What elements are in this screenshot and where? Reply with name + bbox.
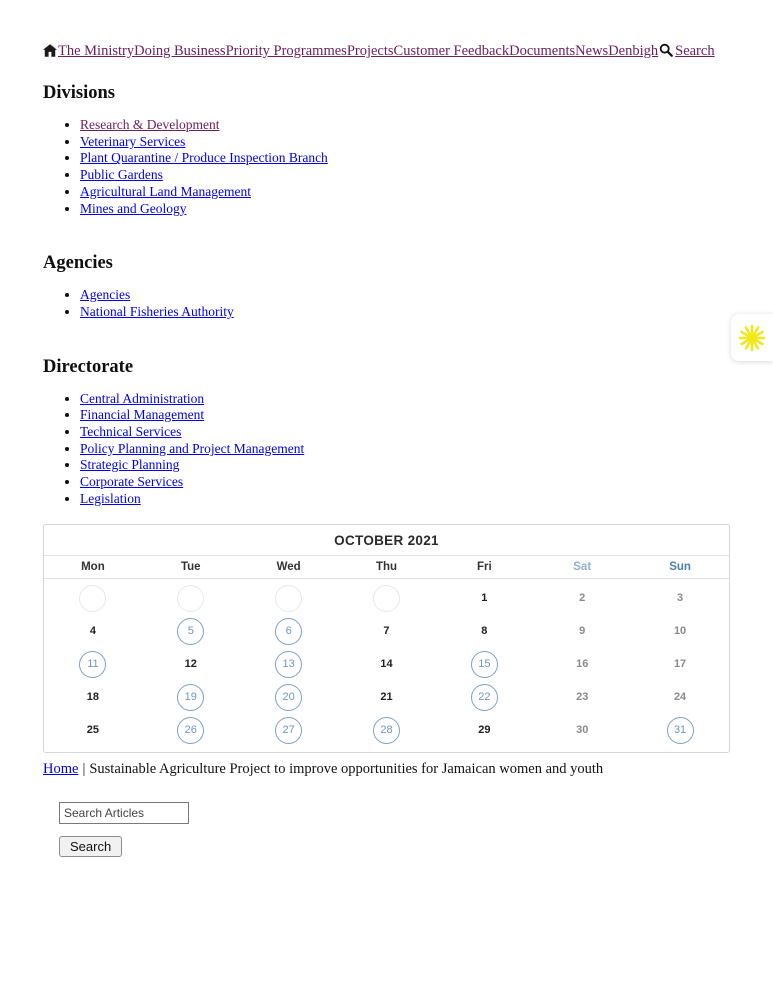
section-link[interactable]: Legislation	[80, 490, 141, 506]
calendar-cell	[435, 648, 533, 681]
calendar-cell	[631, 714, 729, 747]
calendar-day: 1	[481, 592, 488, 605]
section-link[interactable]: Plant Quarantine / Produce Inspection Branch	[80, 150, 328, 166]
calendar-cell	[533, 648, 631, 681]
top-nav-links	[58, 43, 658, 59]
breadcrumb-home-link[interactable]: Home	[43, 760, 79, 777]
article-search-input[interactable]	[59, 802, 189, 824]
accessibility-widget[interactable]	[731, 314, 773, 361]
calendar-event-day[interactable]: 28	[373, 717, 400, 744]
search-icon	[659, 43, 673, 57]
list-item	[80, 491, 730, 508]
calendar-day: 23	[576, 691, 589, 704]
calendar-cell	[142, 582, 240, 615]
calendar-day-header: Sun	[669, 560, 691, 573]
nav-search-link[interactable]	[658, 43, 714, 59]
calendar-week-row	[44, 648, 729, 681]
section-link[interactable]: Mines and Geology	[80, 200, 187, 216]
breadcrumb	[43, 761, 730, 778]
nav-link[interactable]: Documents	[509, 43, 576, 59]
calendar-event-day[interactable]: 19	[177, 684, 204, 711]
list-item	[80, 304, 730, 321]
calendar-cell	[142, 681, 240, 714]
top-nav	[43, 42, 730, 63]
calendar-day: 29	[478, 724, 491, 737]
list-item	[80, 150, 730, 167]
calendar-event-day[interactable]: 20	[275, 684, 302, 711]
section-link[interactable]: Central Administration	[80, 390, 205, 406]
calendar-event-day[interactable]: 11	[79, 651, 106, 678]
list-item	[80, 287, 730, 304]
calendar-day: 17	[673, 658, 687, 671]
calendar-day: 30	[576, 724, 589, 737]
calendar-day: 3	[677, 592, 684, 605]
calendar-cell	[44, 582, 142, 615]
section-link-list	[43, 391, 730, 508]
calendar-day: 10	[673, 625, 687, 638]
article-search	[59, 802, 730, 857]
calendar-empty-day	[177, 585, 204, 612]
section-directorate	[43, 357, 730, 508]
section-link[interactable]: Agricultural Land Management	[80, 183, 251, 199]
section-link-list	[43, 117, 730, 217]
calendar-title: OCTOBER 2021	[44, 525, 729, 556]
calendar-event-day[interactable]: 31	[667, 717, 694, 744]
calendar-cell	[142, 714, 240, 747]
section-link[interactable]: Research & Development	[80, 117, 220, 132]
calendar-day: 24	[673, 691, 687, 704]
calendar-cell	[533, 615, 631, 648]
section-title: Directorate	[43, 356, 134, 377]
list-item	[80, 441, 730, 458]
calendar-cell	[338, 582, 436, 615]
section-link[interactable]: Public Gardens	[80, 167, 163, 183]
list-item	[80, 117, 730, 134]
calendar-cell	[338, 714, 436, 747]
calendar-day-header: Fri	[477, 560, 492, 573]
calendar-week-row	[44, 615, 729, 648]
asterisk-icon	[738, 324, 766, 352]
nav-link[interactable]: Projects	[346, 43, 394, 59]
calendar-cell	[533, 681, 631, 714]
calendar-cell	[338, 681, 436, 714]
calendar-day: 2	[579, 592, 586, 605]
calendar-event-day[interactable]: 5	[177, 618, 204, 645]
calendar-cell	[142, 615, 240, 648]
calendar-day: 14	[380, 658, 393, 671]
calendar-cell	[240, 648, 338, 681]
calendar-day-header: Mon	[81, 560, 105, 573]
section-divisions	[43, 83, 730, 217]
calendar-cell	[44, 714, 142, 747]
section-agencies	[43, 253, 730, 320]
calendar-day-header: Sat	[573, 560, 592, 573]
calendar-day: 16	[576, 658, 589, 671]
calendar-cell	[142, 648, 240, 681]
list-item	[80, 424, 730, 441]
list-item	[80, 407, 730, 424]
calendar-cell	[435, 615, 533, 648]
section-title: Agencies	[43, 253, 113, 274]
section-link-list	[43, 287, 730, 320]
breadcrumb-separator: |	[82, 760, 86, 777]
calendar-cell	[44, 681, 142, 714]
list-item	[80, 474, 730, 491]
calendar-week-row	[44, 582, 729, 615]
article-search-button[interactable]: Search	[59, 836, 122, 857]
list-item	[80, 184, 730, 201]
calendar-cell	[338, 615, 436, 648]
calendar-week-row	[44, 714, 729, 747]
calendar-event-day[interactable]: 15	[471, 651, 498, 678]
calendar-cell	[631, 648, 729, 681]
section-link[interactable]: Corporate Services	[80, 474, 184, 490]
calendar-cell	[533, 714, 631, 747]
section-link[interactable]: Veterinary Services	[80, 133, 186, 149]
calendar-day-header: Thu	[375, 560, 398, 573]
calendar-event-day[interactable]: 26	[177, 717, 204, 744]
calendar-grid	[44, 579, 729, 752]
calendar-cell	[631, 582, 729, 615]
calendar-cell	[435, 681, 533, 714]
calendar-cell	[631, 615, 729, 648]
calendar-event-day[interactable]: 22	[471, 684, 498, 711]
calendar-event-day[interactable]: 13	[275, 651, 302, 678]
nav-link[interactable]: Denbigh	[608, 43, 659, 59]
calendar-cell	[44, 615, 142, 648]
calendar-cell	[240, 582, 338, 615]
list-item	[80, 391, 730, 408]
section-link[interactable]: Strategic Planning	[80, 457, 180, 473]
calendar-day: 21	[380, 691, 393, 704]
list-item	[80, 167, 730, 184]
calendar-empty-day	[275, 585, 302, 612]
calendar	[43, 524, 730, 753]
nav-link[interactable]: Customer Feedback	[393, 43, 510, 59]
nav-link[interactable]: The Ministry	[58, 43, 135, 59]
nav-link[interactable]: Priority Programmes	[225, 43, 347, 59]
calendar-cell	[533, 582, 631, 615]
home-icon	[43, 44, 57, 57]
list-item	[80, 201, 730, 218]
calendar-cell	[240, 681, 338, 714]
section-link[interactable]: Financial Management	[80, 407, 205, 423]
calendar-event-day[interactable]: 6	[275, 618, 302, 645]
section-link[interactable]: National Fisheries Authority	[80, 303, 234, 319]
list-item	[80, 134, 730, 151]
calendar-day: 25	[86, 724, 100, 737]
calendar-cell	[631, 681, 729, 714]
calendar-cell	[44, 648, 142, 681]
calendar-day: 9	[579, 625, 586, 638]
calendar-empty-day	[79, 585, 106, 612]
nav-search-label: Search	[675, 43, 715, 59]
calendar-day: 8	[481, 625, 488, 638]
breadcrumb-page-title: Sustainable Agriculture Project to improve opportunities for Jamaican women and youth	[89, 760, 604, 777]
calendar-cell	[240, 714, 338, 747]
calendar-empty-day	[373, 585, 400, 612]
section-link[interactable]: Agencies	[80, 287, 131, 303]
calendar-cell	[435, 582, 533, 615]
calendar-day: 18	[86, 691, 100, 704]
section-link[interactable]: Policy Planning and Project Management	[80, 440, 305, 456]
nav-link[interactable]: News	[575, 43, 609, 59]
calendar-cell	[435, 714, 533, 747]
calendar-cell	[240, 615, 338, 648]
calendar-day: 12	[184, 658, 197, 671]
list-item	[80, 457, 730, 474]
calendar-event-day[interactable]: 27	[275, 717, 302, 744]
section-link[interactable]: Technical Services	[80, 424, 182, 440]
calendar-day-headers	[44, 556, 729, 579]
calendar-day-header: Tue	[180, 560, 201, 573]
calendar-week-row	[44, 681, 729, 714]
calendar-day: 7	[383, 625, 390, 638]
home-link[interactable]	[43, 44, 57, 63]
calendar-day-header: Wed	[276, 560, 301, 573]
nav-link[interactable]: Doing Business	[134, 43, 226, 59]
section-title: Divisions	[43, 83, 115, 103]
calendar-cell	[338, 648, 436, 681]
calendar-day: 4	[89, 625, 96, 638]
